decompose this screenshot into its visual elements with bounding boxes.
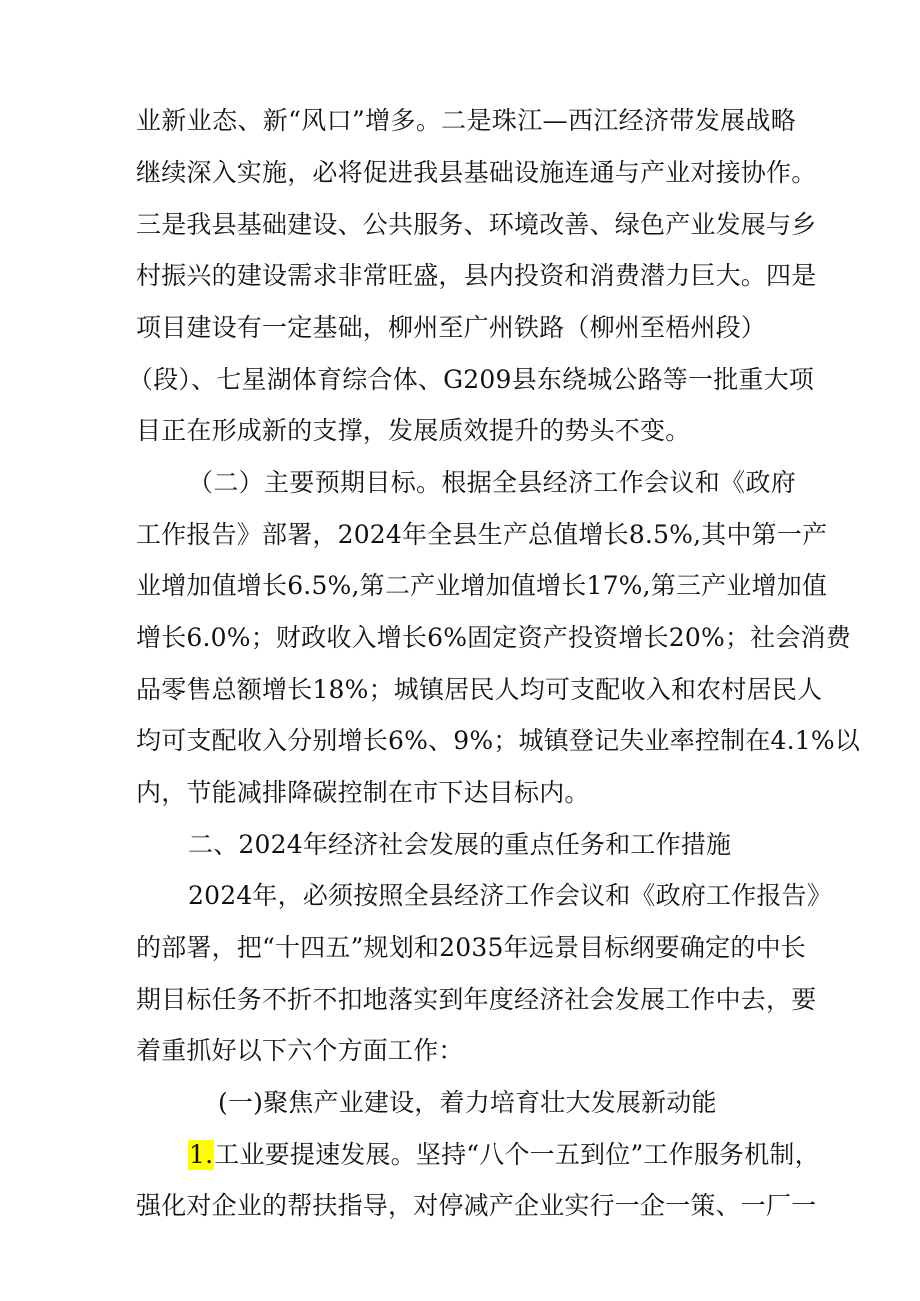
text-line: 品零售总额增长18%；城镇居民人均可支配收入和农村居民人 bbox=[136, 675, 823, 704]
text-line: 三是我县基础建设、公共服务、环境改善、绿色产业发展与乡 bbox=[136, 210, 817, 239]
text-line: 的部署，把“十四五”规划和2035年远景目标纲要确定的中长 bbox=[136, 933, 806, 962]
text-line: 着重抓好以下六个方面工作： bbox=[136, 1036, 464, 1065]
text-line: 增长6.0%；财政收入增长6%固定资产投资增长20%；社会消费 bbox=[136, 623, 851, 652]
numbered-item-line bbox=[188, 1140, 820, 1170]
text-line: （段）、七星湖体育综合体、G209县东绕城公路等一批重大项 bbox=[128, 365, 814, 394]
text-line: 目正在形成新的支撑，发展质效提升的势头不变。 bbox=[136, 416, 691, 445]
item-number-highlight: 1. bbox=[189, 1140, 214, 1169]
text-line: 2024年，必须按照全县经济工作会议和《政府工作报告》 bbox=[188, 881, 833, 910]
text-line: 内，节能减排降碳控制在市下达目标内。 bbox=[136, 778, 590, 807]
section-heading-expected-targets: （二）主要预期目标。根据全县经济工作会议和《政府 bbox=[188, 468, 796, 497]
text-line: 村振兴的建设需求非常旺盛，县内投资和消费潜力巨大。四是 bbox=[136, 261, 817, 290]
text-line: 业新业态、新“风口”增多。二是珠江—西江经济带发展战略 bbox=[136, 106, 796, 135]
text-line: 继续深入实施，必将促进我县基础设施连通与产业对接协作。 bbox=[136, 158, 817, 187]
text-line: 业增加值增长6.5%,第二产业增加值增长17%,第三产业增加值 bbox=[136, 571, 828, 600]
text-line: 项目建设有一定基础，柳州至广州铁路（柳州至梧州段） bbox=[136, 313, 767, 342]
text-line: 期目标任务不折不扣地落实到年度经济社会发展工作中去，要 bbox=[136, 985, 817, 1014]
subsection-heading-industry: (一)聚焦产业建设，着力培育壮大发展新动能 bbox=[218, 1088, 717, 1117]
text-line: 工业要提速发展。坚持“八个一五到位”工作服务机制， bbox=[214, 1140, 820, 1169]
text-line: 强化对企业的帮扶指导，对停减产企业实行一企一策、一厂一 bbox=[136, 1191, 817, 1220]
section-heading-key-tasks: 二、2024年经济社会发展的重点任务和工作措施 bbox=[188, 830, 732, 859]
text-line: 均可支配收入分别增长6%、9%；城镇登记失业率控制在4.1%以 bbox=[136, 726, 861, 755]
text-line: 工作报告》部署，2024年全县生产总值增长8.5%,其中第一产 bbox=[136, 520, 828, 549]
